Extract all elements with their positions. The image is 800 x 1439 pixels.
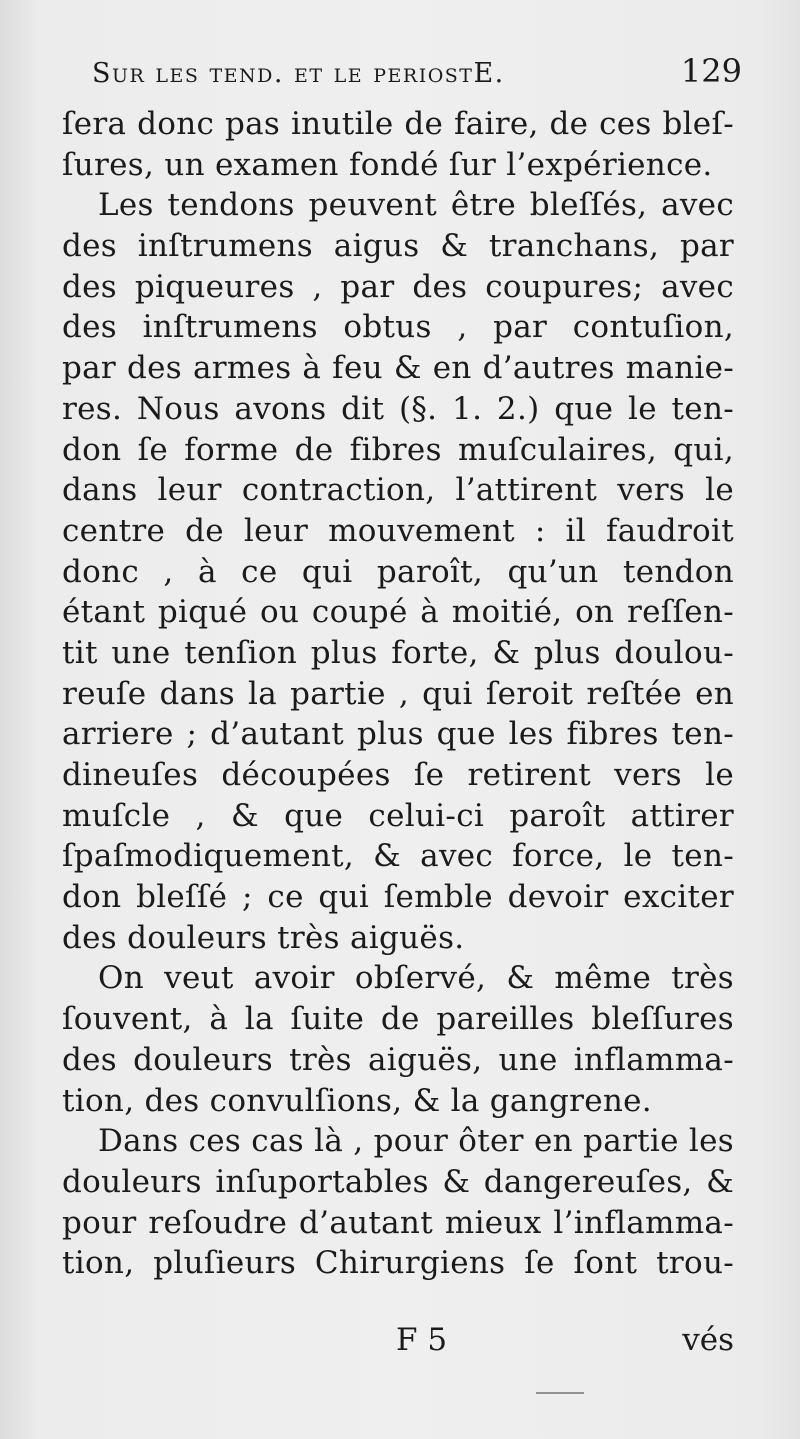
page-footer [62, 1322, 734, 1366]
text-line: par des armes à feu & en d’autres manie- [62, 350, 734, 387]
running-title: Sur les tend. et le periostE. [92, 58, 505, 89]
paragraph-start-line: Les tendons peuvent être bleſſés, avec [98, 187, 734, 224]
signature-mark: F 5 [396, 1322, 448, 1358]
text-line: des inſtrumens obtus , par contuſion, [62, 309, 734, 346]
text-line: étant piqué ou coupé à moitié, on reſſen- [62, 594, 734, 631]
text-line: dans leur contraction, l’attirent vers le [62, 472, 734, 509]
text-line: des piqueures , par des coupures; avec [62, 268, 734, 305]
text-line: ſera donc pas inutile de faire, de ces bleſ- [62, 106, 734, 142]
text-line: donc , à ce qui paroît, qu’un tendon [62, 553, 734, 590]
running-head [92, 52, 742, 102]
text-line: pour reſoudre d’autant mieux l’inflamma- [62, 1204, 734, 1241]
text-line: don bleſſé ; ce qui ſemble devoir exciter [62, 879, 734, 916]
paragraph-start-line: Dans ces cas là , pour ôter en partie les [98, 1123, 734, 1160]
text-line: arriere ; d’autant plus que les fibres ten- [62, 716, 734, 753]
text-line: muſcle , & que celui-ci paroît attirer [62, 797, 734, 834]
ink-speck [536, 1392, 584, 1394]
text-line: centre de leur mouvement : il faudroit [62, 512, 734, 549]
text-line: reuſe dans la partie , qui ſeroit reſtée en [62, 675, 734, 712]
text-line: tit une tenſion plus forte, & plus doulou- [62, 634, 734, 671]
text-line: dineuſes découpées ſe retirent vers le [62, 757, 734, 793]
text-line: don ſe forme de fibres muſculaires, qui, [62, 431, 734, 468]
text-line: des douleurs très aiguës. [62, 919, 465, 956]
catchword: vés [682, 1322, 734, 1358]
text-line: des inſtrumens aigus & tranchans, par [62, 228, 734, 265]
text-line: res. Nous avons dit (§. 1. 2.) que le ten- [62, 390, 734, 427]
page-number: 129 [680, 52, 742, 90]
text-line: ſouvent, à la ſuite de pareilles bleſſures [62, 1001, 734, 1038]
text-line: douleurs inſuportables & dangereuſes, & [62, 1163, 734, 1200]
text-line: ſures, un examen fondé ſur l’expérience. [62, 146, 713, 183]
text-line: tion, pluſieurs Chirurgiens ſe ſont trou- [62, 1245, 734, 1282]
text-line: ſpaſmodiquement, & avec force, le ten- [62, 838, 734, 875]
paragraph-start-line: On veut avoir obſervé, & même très [98, 960, 734, 997]
text-line: tion, des convulſions, & la gangrene. [62, 1082, 652, 1119]
text-line: des douleurs très aiguës, une inflamma- [62, 1041, 734, 1078]
body-text [62, 104, 734, 1284]
